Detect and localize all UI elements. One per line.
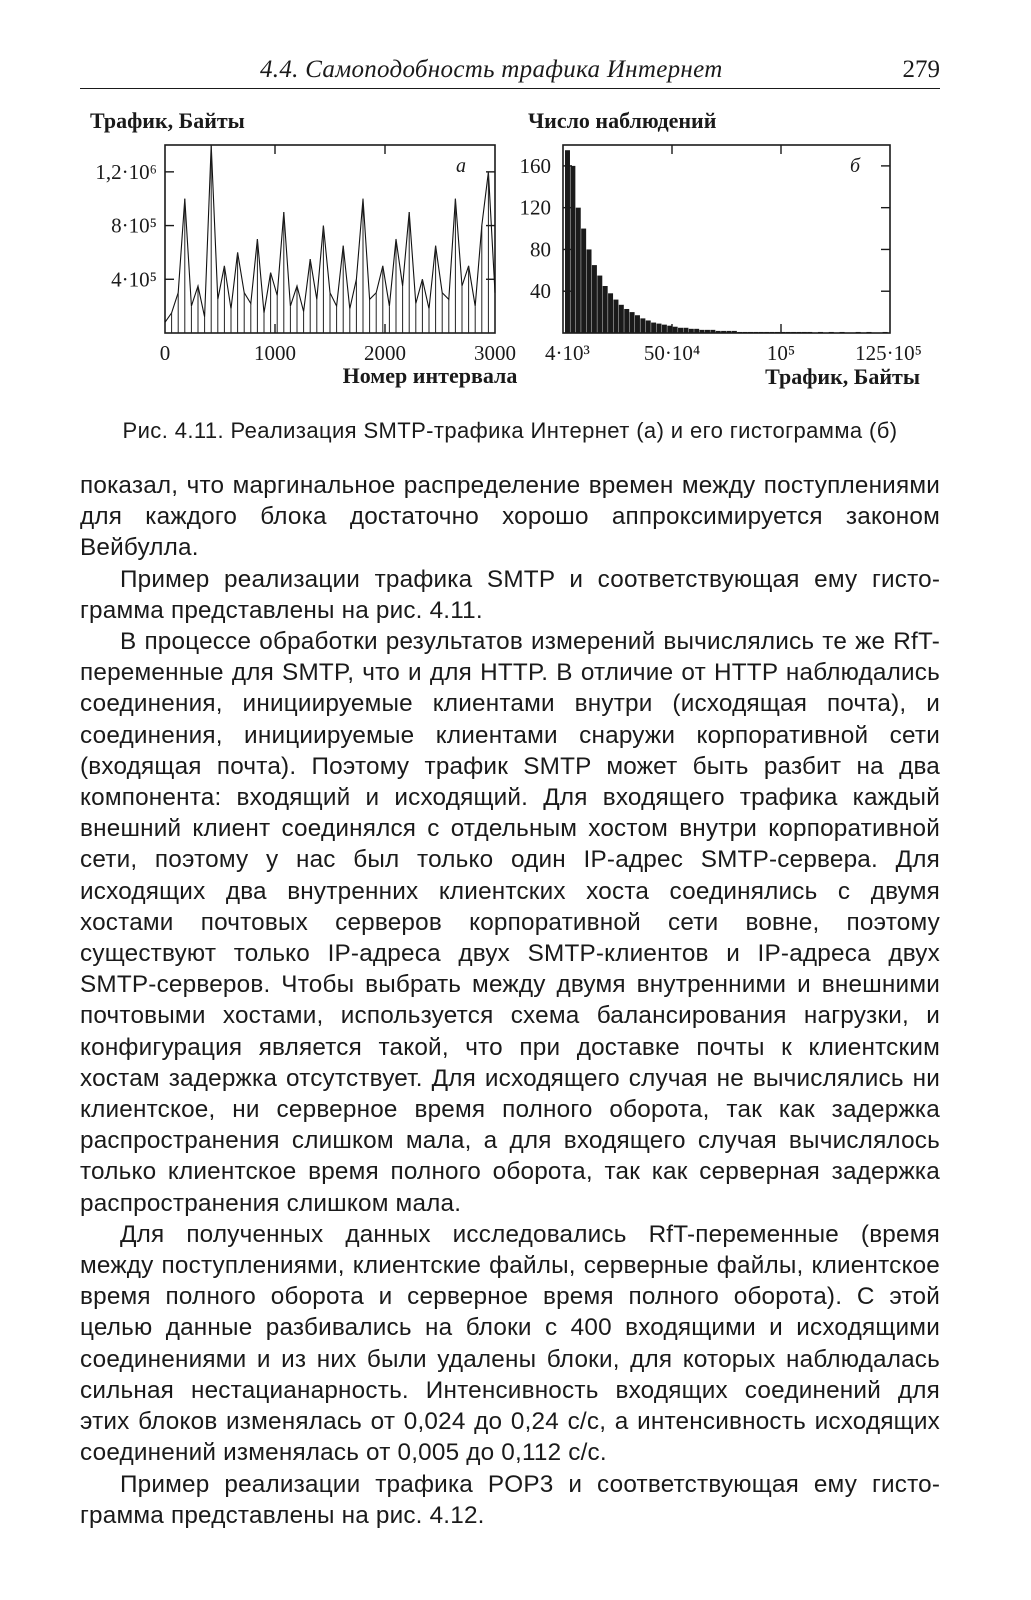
panel-b-bar xyxy=(791,332,796,333)
panel-a-label: а xyxy=(456,155,466,177)
panel-b-bar xyxy=(829,332,834,333)
panel-b-bar xyxy=(683,328,688,333)
panel-b-bar xyxy=(640,318,645,333)
panel-b-bar xyxy=(802,332,807,333)
panel-b-ytick-label: 120 xyxy=(519,195,551,220)
panel-b-xtick-label: 4·10³ xyxy=(545,341,590,365)
panel-b-bar xyxy=(716,331,721,333)
panel-a-yticks xyxy=(95,160,495,291)
paragraph-1: показал, что маргинальное распределение времен между поступлениями для каждого блока достаточно хорошо аппроксимируется законом Вейбулла. xyxy=(80,472,940,562)
panel-b-bar xyxy=(764,332,769,333)
panel-b-bar xyxy=(667,326,672,333)
panel-b-bar xyxy=(576,208,581,333)
paragraph-4: Для полученных данных исследовались RfT-переменные (время между поступлениями, клиентские файлы, серверные файлы, клиентское время полного оборота и серверное время полного оборота). С этой целью данные разбивались на блоки с 400 входящими и исходящими соединениями и из них были удалены блоки, для которых наблюдалась сильная нестацианарность. Интенсивность входящих соединений для этих блоков изменялась от 0,024 до 0,24 с/с, а интенсивность исходящих соединений изменялась от 0,005 до 0,112 с/с. xyxy=(80,1220,940,1467)
panel-a-xtick-label: 0 xyxy=(159,341,171,365)
panel-b-bar xyxy=(786,332,791,333)
panel-b-bar xyxy=(780,332,785,333)
panel-b-bar xyxy=(775,332,780,333)
panel-a-ytick-label: 8·10⁵ xyxy=(111,213,157,238)
panel-b-ylabel: Число наблюдений xyxy=(528,108,717,133)
panel-b-bar xyxy=(840,332,845,333)
panel-b-histogram xyxy=(520,108,923,389)
panel-b-bar xyxy=(705,330,710,333)
panel-b-bar xyxy=(608,293,613,333)
panel-b-bar xyxy=(732,331,737,333)
panel-b-xtick-label: 50·10⁴ xyxy=(643,341,701,365)
panel-b-ytick-label: 80 xyxy=(530,237,551,262)
panel-b-bar xyxy=(710,330,715,333)
panel-b-bar xyxy=(748,332,753,333)
panel-a-xtick-label: 2000 xyxy=(364,341,406,365)
panel-b-bar xyxy=(737,332,742,333)
panel-b-bar xyxy=(673,327,678,333)
panel-b-bar xyxy=(581,229,586,333)
running-title: 4.4. Самоподобность трафика Интернет xyxy=(260,56,723,83)
panel-a-xlabel: Номер интервала xyxy=(342,363,518,388)
body-text xyxy=(80,470,940,1531)
figure-caption: Рис. 4.11. Реализация SMTP-трафика Интернет (а) и его гистограмма (б) xyxy=(122,418,898,443)
panel-b-bar xyxy=(651,323,656,333)
panel-a-spikes xyxy=(165,145,495,333)
panel-b-label: б xyxy=(850,155,861,177)
panel-b-bar xyxy=(565,150,570,333)
panel-b-bar xyxy=(603,286,608,333)
panel-b-bar xyxy=(694,329,699,333)
panel-b-bar xyxy=(796,332,801,333)
panel-b-bar xyxy=(570,166,575,333)
panel-b-bar xyxy=(727,331,732,333)
panel-b-xtick-label: 125·10⁵ xyxy=(855,341,922,365)
panel-a-xticks xyxy=(160,145,516,365)
panel-b-bar xyxy=(770,332,775,333)
panel-b-bar xyxy=(759,332,764,333)
panel-b-bar xyxy=(807,332,812,333)
panel-b-bar xyxy=(635,315,640,333)
paragraph-5: Пример реализации трафика POP3 и соответствующая ему гистограмма представлены на рис. 4.12. xyxy=(80,1470,940,1529)
panel-b-bar xyxy=(700,330,705,333)
figure-4-11 xyxy=(70,100,970,400)
panel-b-bar xyxy=(678,328,683,333)
panel-b-bar xyxy=(883,332,888,333)
panel-b-xtick-label: 10⁵ xyxy=(766,341,796,365)
panel-a-xtick-label: 3000 xyxy=(474,341,516,365)
running-header xyxy=(80,52,940,89)
panel-b-bars xyxy=(565,150,888,333)
panel-b-ytick-label: 160 xyxy=(519,153,551,178)
panel-b-bar xyxy=(689,329,694,333)
figure-svg xyxy=(70,100,970,400)
panel-b-xlabel: Трафик, Байты xyxy=(765,364,920,389)
panel-b-bar xyxy=(624,309,629,333)
panel-a-traffic xyxy=(90,108,517,388)
panel-b-bar xyxy=(818,332,823,333)
panel-b-bar xyxy=(721,331,726,333)
panel-b-ytick-label: 40 xyxy=(530,279,551,304)
panel-b-bar xyxy=(619,305,624,333)
paragraph-3: В процессе обработки результатов измерений вычислялись те же RfT-переменные для SMTP, что и для HTTP. В отличие от HTTP наблюдались соединения, инициируемые клиентами внутри (исходящая почта), и соединения, инициируемые клиентами снаружи корпоративной сети (входящая почта). Поэтому трафик SMTP может быть разбит на два компонента: входящий и исходящий. Для входящего трафика каждый внешний клиент соединялся с отдельным хостом внутри корпоративной сети, поэтому у нас был только один IP-адрес SMTP-сервера. Для исходящих два внутренних клиентских хоста соединялись с двумя хостами почтовых серверов корпоративной сети вовне, поэтому существуют только IP-адреса двух SMTP-клиентов и IP-адреса двух SMTP-серверов. Чтобы выбрать между двумя внутренними и внешними почтовыми хостами, используется схема балансирования нагрузки, и конфигурация является такой, что при доставке почты к клиентским хостам задержка отсутствует. Для исходящего случая не вычислялись ни клиентское, ни серверное время полного оборота, так как задержка распространения слишком мала, а для входящего случая вычислялось только клиентское время полного оборота, так как серверная задержка распространения слишком мала. xyxy=(80,628,940,1217)
panel-a-xtick-label: 1000 xyxy=(254,341,296,365)
panel-b-bar xyxy=(613,300,618,333)
panel-b-bar xyxy=(646,320,651,333)
paragraph-2: Пример реализации трафика SMTP и соответствующая ему гистограмма представлены на рис. 4.11. xyxy=(80,565,940,624)
panel-b-bar xyxy=(630,312,635,333)
panel-b-bar xyxy=(662,325,667,333)
panel-a-ytick-label: 4·10⁵ xyxy=(111,267,157,292)
panel-a-ytick-label: 1,2·10⁶ xyxy=(95,159,157,184)
page-number: 279 xyxy=(902,56,940,83)
panel-b-bar xyxy=(856,332,861,333)
panel-b-bar xyxy=(743,332,748,333)
panel-b-bar xyxy=(597,276,602,333)
panel-b-bar xyxy=(753,332,758,333)
panel-b-bar xyxy=(587,249,592,333)
panel-a-ylabel: Трафик, Байты xyxy=(90,108,245,133)
panel-b-bar xyxy=(657,324,662,333)
panel-b-bar xyxy=(866,332,871,333)
panel-b-bar xyxy=(592,265,597,333)
